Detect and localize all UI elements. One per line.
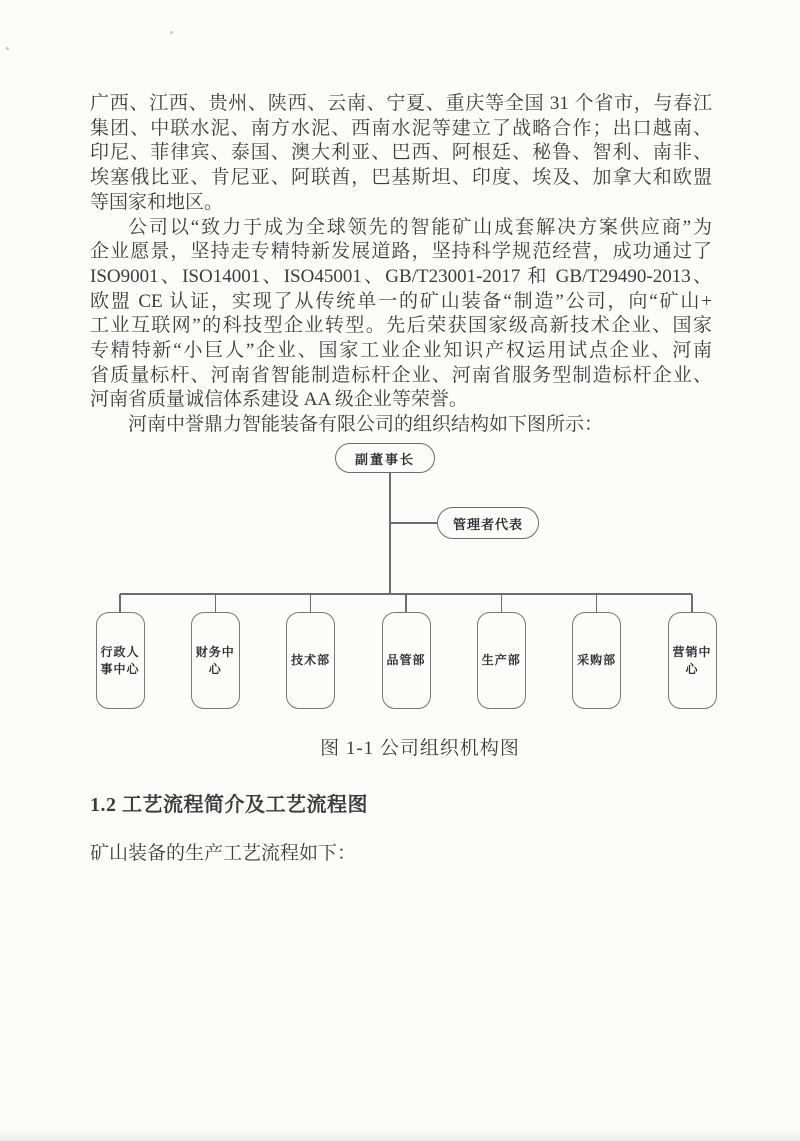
org-node-dept: 财务中心 xyxy=(191,612,240,709)
org-node-dept: 生产部 xyxy=(477,612,526,709)
paragraph2-line: 欧盟 CE 认证，实现了从传统单一的矿山装备“制造”公司，向“矿山+ xyxy=(90,290,712,312)
section-heading: 1.2 工艺流程简介及工艺流程图 xyxy=(90,794,368,816)
paragraph2-line: 专精特新“小巨人”企业、国家工业企业知识产权运用试点企业、河南 xyxy=(90,340,712,362)
org-connector-drop xyxy=(405,594,407,613)
paragraph1-line: 印尼、菲律宾、泰国、澳大利亚、巴西、阿根廷、秘鲁、智利、南非、 xyxy=(90,142,712,164)
paragraph1-line: 广西、江西、贵州、陕西、云南、宁夏、重庆等全国 31 个省市，与春江 xyxy=(90,93,712,114)
org-connector-drop xyxy=(596,594,598,613)
org-connector-drop xyxy=(215,594,217,613)
paragraph2-line: 工业互联网”的科技型企业转型。先后荣获国家级高新技术企业、国家 xyxy=(90,315,712,337)
intro-line: 矿山装备的生产工艺流程如下： xyxy=(90,843,357,864)
paragraph3-line: 河南中誉鼎力智能装备有限公司的组织结构如下图所示： xyxy=(128,414,604,436)
org-node-root: 副董事长 xyxy=(335,443,435,473)
org-node-dept: 采购部 xyxy=(572,612,621,709)
paragraph2-line: 省质量标杆、河南省智能制造标杆企业、河南省服务型制造标杆企业、 xyxy=(90,364,712,386)
paragraph1-line: 等国家和地区。 xyxy=(90,191,224,213)
figure-caption: 图 1-1 公司组织机构图 xyxy=(320,738,520,759)
paragraph1-line: 集团、中联水泥、南方水泥、西南水泥等建立了战略合作；出口越南、 xyxy=(90,117,712,139)
org-connector-vertical xyxy=(389,472,391,594)
org-connector-drop xyxy=(119,594,121,613)
org-node-dept: 营销中心 xyxy=(668,612,717,709)
org-node-staff: 管理者代表 xyxy=(437,507,539,539)
org-node-dept: 技术部 xyxy=(286,612,335,709)
org-connector-drop xyxy=(501,594,503,613)
paragraph2-line: 企业愿景，坚持走专精特新发展道路，坚持科学规范经营，成功通过了 xyxy=(90,241,712,263)
org-node-dept: 行政人事中心 xyxy=(96,612,145,709)
org-connector-staff xyxy=(390,522,438,524)
paragraph2-line: ISO9001、ISO14001、ISO45001、GB/T23001-2017 和 GB/T29490-2013、 xyxy=(90,265,712,287)
org-node-dept: 品管部 xyxy=(382,612,431,709)
paragraph1-line: 埃塞俄比亚、肯尼亚、阿联酋，巴基斯坦、印度、埃及、加拿大和欧盟 xyxy=(90,167,712,189)
org-connector-drop xyxy=(691,594,693,613)
org-connector-drop xyxy=(310,594,312,613)
paragraph2-line: 公司以“致力于成为全球领先的智能矿山成套解决方案供应商”为 xyxy=(128,216,712,238)
paragraph2-line: 河南省质量诚信体系建设 AA 级企业等荣誉。 xyxy=(90,389,468,411)
scan-bottom-edge xyxy=(0,1129,800,1141)
